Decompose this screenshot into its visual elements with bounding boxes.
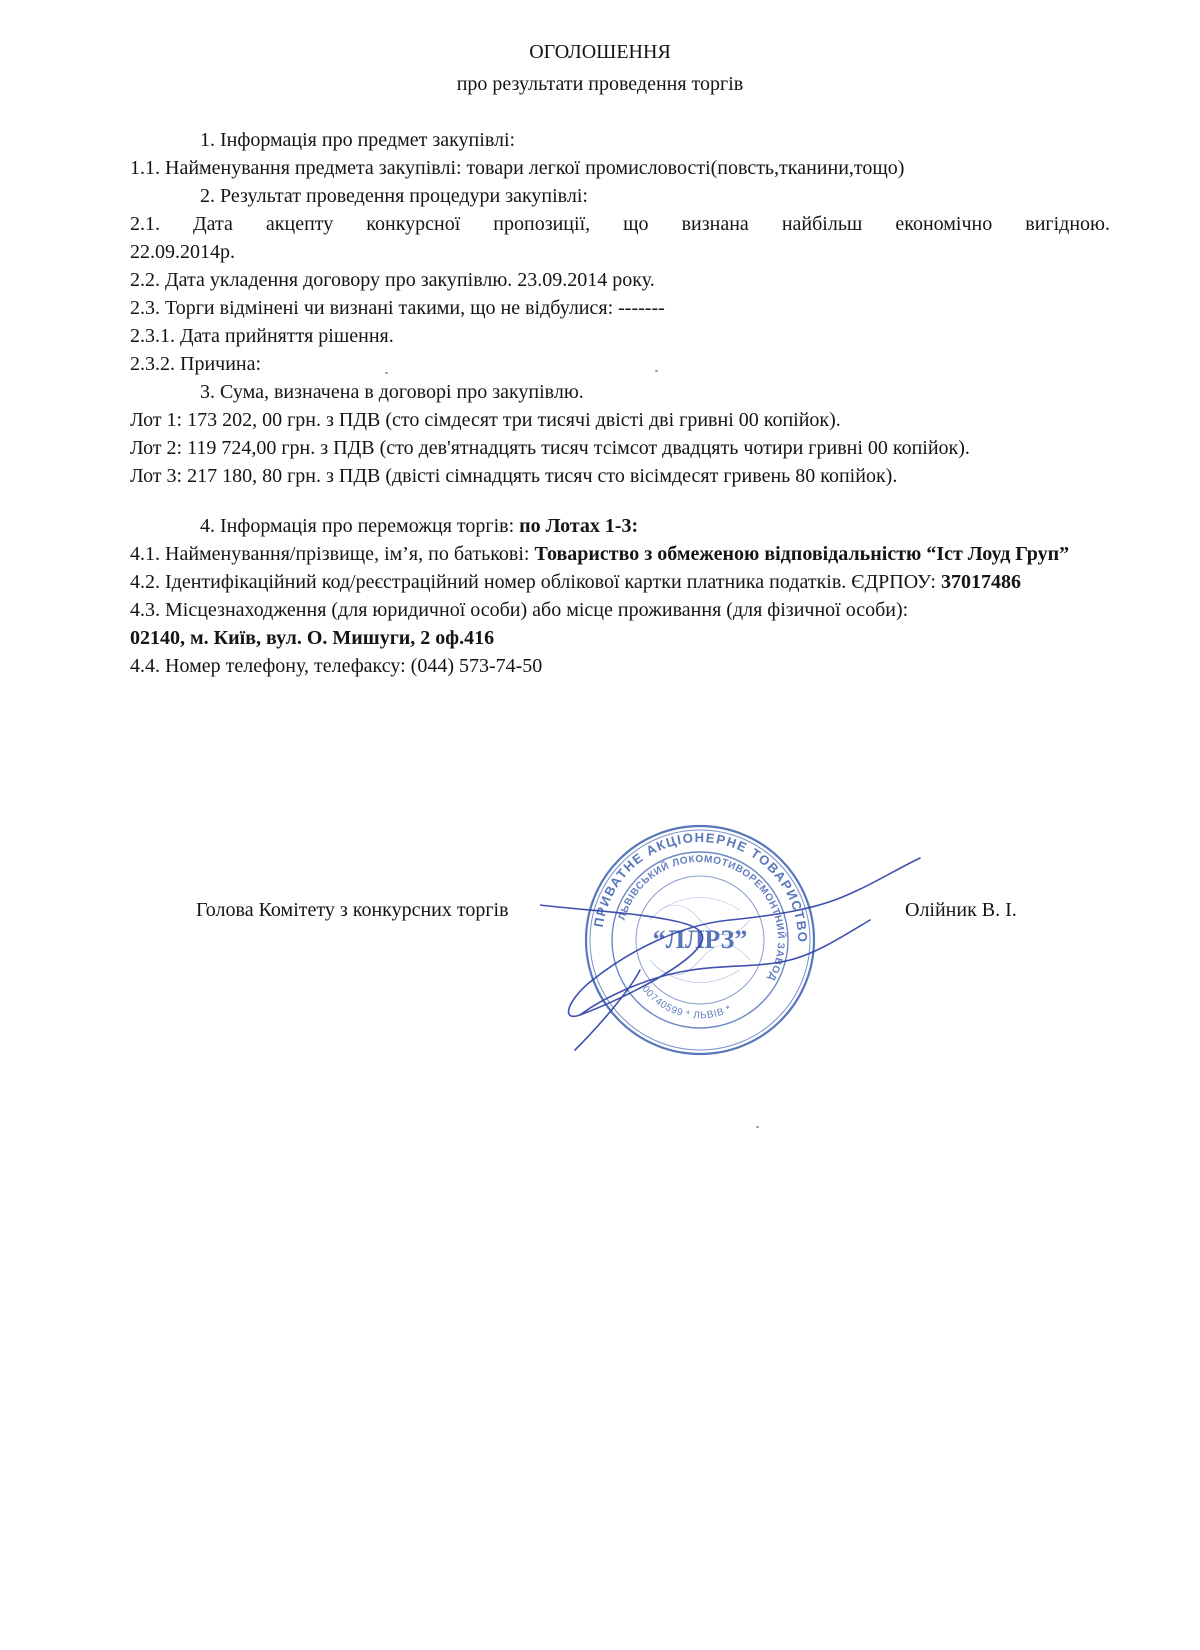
item-4-2	[130, 568, 1110, 596]
lot-3-amount: Лот 3: 217 180, 80 грн. з ПДВ (двісті сімнадцять тисяч сто вісімдесят гривень 80 копійок).	[130, 465, 898, 487]
item-4-4: 4.4. Номер телефону, телефаксу: (044) 573-74-50	[130, 655, 543, 677]
item-4-3-label: 4.3. Місцезнаходження (для юридичної особи) або місце проживання (для фізичної особи):	[130, 599, 909, 621]
stamp-outer-text: ПРИВАТНЕ АКЦІОНЕРНЕ ТОВАРИСТВО	[590, 829, 811, 944]
signatory-position: Голова Комітету з конкурсних торгів	[196, 899, 509, 921]
item-2-1: 2.1. Дата акцепту конкурсної пропозиції, що визнана найбільш економічно вигідною.	[130, 213, 1110, 235]
scan-speck	[756, 1126, 759, 1128]
signatory-name: Олійник В. І.	[905, 899, 1017, 921]
item-2-3-1: 2.3.1. Дата прийняття рішення.	[130, 325, 394, 347]
winner-edrpou: 37017486	[940, 571, 1021, 593]
winner-address: 02140, м. Київ, вул. О. Мишуги, 2 оф.416	[130, 627, 495, 649]
section-3-heading: 3. Сума, визначена в договорі про закупівлю.	[200, 381, 584, 403]
document-title: ОГОЛОШЕННЯ	[529, 41, 671, 63]
scan-speck	[655, 370, 658, 372]
stamp-inner-text: ЛЬВІВСЬКИЙ ЛОКОМОТИВОРЕМОНТНИЙ ЗАВОД	[616, 853, 787, 983]
item-2-3: 2.3. Торги відмінені чи визнані такими, що не відбулися: -------	[130, 297, 665, 319]
lot-2-amount: Лот 2: 119 724,00 грн. з ПДВ (сто дев'ятнадцять тисяч тсімсот двадцять чотири гривні 00 копійок).	[130, 437, 970, 459]
winner-name: Товариство з обмеженою відповідальністю “Іст Лоуд Груп”	[534, 543, 1070, 565]
section-4-heading-text: 4. Інформація про переможця торгів:	[200, 515, 520, 537]
item-2-1-date: 22.09.2014р.	[130, 241, 235, 263]
stamp-center-text: “ЛЛРЗ”	[652, 925, 748, 954]
item-4-2-label: 4.2. Ідентифікаційний код/реєстраційний номер облікової картки платника податків. ЄДРПОУ:	[130, 571, 941, 593]
item-4-1-label: 4.1. Найменування/прізвище, ім’я, по батькові:	[130, 543, 535, 565]
lot-1-amount: Лот 1: 173 202, 00 грн. з ПДВ (сто сімдесят три тисячі двісті дві гривні 00 копійок).	[130, 409, 841, 431]
document-body	[130, 126, 1110, 680]
item-2-2: 2.2. Дата укладення договору про закупівлю. 23.09.2014 року.	[130, 269, 655, 291]
section-1-heading: 1. Інформація про предмет закупівлі:	[200, 129, 516, 151]
spacer	[130, 490, 1110, 512]
section-4-lots: по Лотах 1-3:	[519, 515, 639, 537]
section-4-heading	[130, 512, 1110, 540]
scan-speck	[385, 372, 388, 374]
handwritten-signature	[540, 850, 930, 1080]
stamp-code-text: 00740599 * ЛЬВІВ *	[639, 983, 734, 1022]
item-4-1	[130, 540, 1110, 568]
item-1-1: 1.1. Найменування предмета закупівлі: товари легкої промисловості(повсть,тканини,тощо)	[130, 157, 905, 179]
section-2-heading: 2. Результат проведення процедури закупівлі:	[200, 185, 588, 207]
document-subtitle: про результати проведення торгів	[456, 73, 744, 95]
item-2-3-2: 2.3.2. Причина:	[130, 353, 262, 375]
